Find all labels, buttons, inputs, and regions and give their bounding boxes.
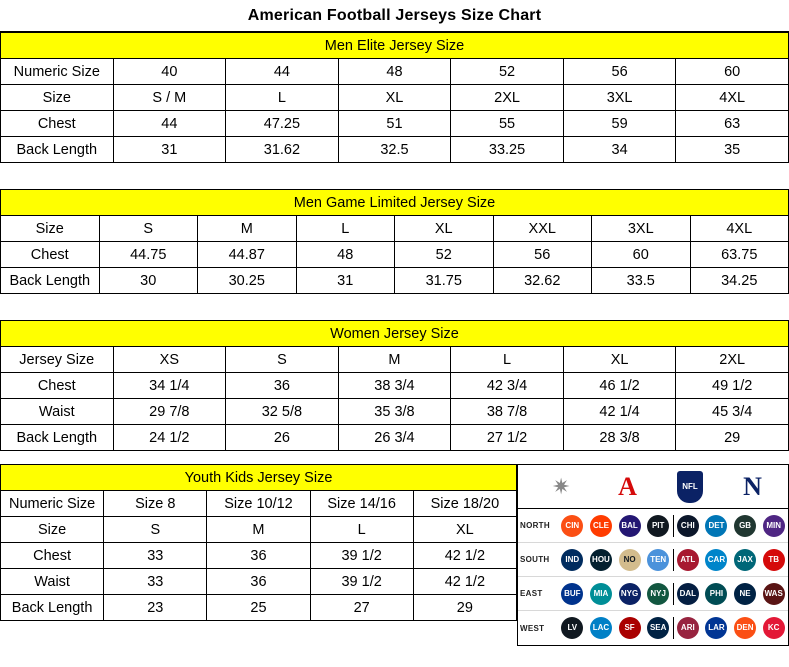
cell: 45 3/4	[676, 399, 789, 425]
team-grid	[558, 515, 788, 537]
cell: 34.25	[690, 268, 789, 294]
cell: 23	[104, 595, 207, 621]
cell: 33.25	[451, 137, 564, 163]
cell: 30	[99, 268, 198, 294]
table-row	[1, 425, 789, 451]
table-row	[1, 491, 517, 517]
afc-teams	[558, 583, 674, 605]
nfl-team-logos-panel	[517, 464, 789, 646]
division-label: NORTH	[520, 521, 550, 530]
team-logo-icon: KC	[763, 617, 785, 639]
cell: L	[226, 85, 339, 111]
team-grid	[558, 549, 788, 571]
cell: 32.62	[493, 268, 592, 294]
cell: 63	[676, 111, 789, 137]
table-row	[1, 595, 517, 621]
section-gap	[0, 451, 789, 464]
cell: Size 10/12	[207, 491, 310, 517]
team-logo-icon: DEN	[734, 617, 756, 639]
section-gap	[0, 163, 789, 189]
row-label: Size	[1, 85, 114, 111]
cell: 4XL	[690, 216, 789, 242]
table-row	[1, 517, 517, 543]
afc-teams	[558, 617, 674, 639]
cell: 38 7/8	[451, 399, 564, 425]
cell: 46 1/2	[563, 373, 676, 399]
cell: 34 1/4	[113, 373, 226, 399]
cell: 60	[676, 59, 789, 85]
team-logo-icon: NYJ	[647, 583, 669, 605]
division-label: EAST	[520, 589, 543, 598]
team-logo-icon: IND	[561, 549, 583, 571]
row-label: Back Length	[1, 425, 114, 451]
team-logo-icon: NE	[734, 583, 756, 605]
cell: Size 18/20	[413, 491, 516, 517]
division-row	[518, 577, 788, 611]
team-logo-icon: TEN	[647, 549, 669, 571]
cell: XS	[113, 347, 226, 373]
cell: 35	[676, 137, 789, 163]
cell: M	[198, 216, 297, 242]
cell: 31.75	[395, 268, 494, 294]
table-row	[1, 137, 789, 163]
cell: 48	[338, 59, 451, 85]
cell: 36	[207, 569, 310, 595]
team-logo-icon: MIA	[590, 583, 612, 605]
cell: 44.87	[198, 242, 297, 268]
table-row	[1, 543, 517, 569]
nfl-shield-icon: NFL	[677, 471, 703, 503]
cell: 33	[104, 543, 207, 569]
row-label: Chest	[1, 373, 114, 399]
team-logo-icon: JAX	[734, 549, 756, 571]
team-grid	[558, 617, 788, 639]
table-youth-kids	[0, 464, 517, 621]
cell: 2XL	[676, 347, 789, 373]
table-row	[1, 268, 789, 294]
table-row	[1, 569, 517, 595]
cell: 42 1/2	[413, 543, 516, 569]
cell: XL	[563, 347, 676, 373]
cell: Size 8	[104, 491, 207, 517]
cell: 42 1/4	[563, 399, 676, 425]
row-label: Chest	[1, 242, 100, 268]
team-logo-icon: LAC	[590, 617, 612, 639]
cell: S	[99, 216, 198, 242]
cell: 26	[226, 425, 339, 451]
team-logo-icon: NO	[619, 549, 641, 571]
section-heading-youth-kids: Youth Kids Jersey Size	[1, 465, 517, 491]
cell: 31	[296, 268, 395, 294]
cell: L	[451, 347, 564, 373]
nfc-teams	[674, 549, 789, 571]
section-heading-row	[1, 465, 517, 491]
cell: 3XL	[592, 216, 691, 242]
cell: S	[104, 517, 207, 543]
section-heading-men-game-limited: Men Game Limited Jersey Size	[1, 190, 789, 216]
section-heading-row	[1, 190, 789, 216]
cell: 60	[592, 242, 691, 268]
cell: 36	[207, 543, 310, 569]
team-logo-icon: DET	[705, 515, 727, 537]
team-logo-icon: SF	[619, 617, 641, 639]
cell: M	[207, 517, 310, 543]
cell: S / M	[113, 85, 226, 111]
page-title: American Football Jerseys Size Chart	[247, 6, 542, 24]
cell: 63.75	[690, 242, 789, 268]
table-men-elite	[0, 32, 789, 163]
cell: L	[296, 216, 395, 242]
cell: 32.5	[338, 137, 451, 163]
section-heading-row	[1, 321, 789, 347]
cell: 42 1/2	[413, 569, 516, 595]
cell: 4XL	[676, 85, 789, 111]
cell: XL	[413, 517, 516, 543]
cell: Size 14/16	[310, 491, 413, 517]
cell: 40	[113, 59, 226, 85]
team-logo-icon: SEA	[647, 617, 669, 639]
row-label: Size	[1, 517, 104, 543]
team-logo-icon: PIT	[647, 515, 669, 537]
row-label: Back Length	[1, 268, 100, 294]
cell: 2XL	[451, 85, 564, 111]
team-logo-icon: WAS	[763, 583, 785, 605]
division-row	[518, 509, 788, 543]
cell: 24 1/2	[113, 425, 226, 451]
cell: 44	[226, 59, 339, 85]
row-label: Waist	[1, 399, 114, 425]
division-rows	[518, 509, 788, 645]
cell: 28 3/8	[563, 425, 676, 451]
cell: 47.25	[226, 111, 339, 137]
nfc-teams	[674, 583, 789, 605]
team-logo-icon: HOU	[590, 549, 612, 571]
row-label: Size	[1, 216, 100, 242]
section-gap	[0, 294, 789, 320]
cell: 25	[207, 595, 310, 621]
division-row	[518, 611, 788, 645]
row-label: Jersey Size	[1, 347, 114, 373]
cell: 49 1/2	[676, 373, 789, 399]
youth-table-wrap	[0, 464, 517, 621]
table-row	[1, 85, 789, 111]
team-logo-icon: BUF	[561, 583, 583, 605]
team-logo-icon: CLE	[590, 515, 612, 537]
section-heading-men-elite: Men Elite Jersey Size	[1, 33, 789, 59]
table-men-game-limited	[0, 189, 789, 294]
cell: 33.5	[592, 268, 691, 294]
cell: 34	[563, 137, 676, 163]
division-row	[518, 543, 788, 577]
section-heading-women: Women Jersey Size	[1, 321, 789, 347]
cell: 44	[113, 111, 226, 137]
cell: 38 3/4	[338, 373, 451, 399]
row-label: Numeric Size	[1, 59, 114, 85]
team-logo-icon: ARI	[677, 617, 699, 639]
league-logos-row	[518, 465, 788, 509]
team-logo-icon: LV	[561, 617, 583, 639]
bottom-area	[0, 464, 789, 646]
team-logo-icon: CIN	[561, 515, 583, 537]
star-icon: ✷	[551, 473, 571, 499]
table-women	[0, 320, 789, 451]
table-row	[1, 242, 789, 268]
table-row	[1, 399, 789, 425]
table-row	[1, 216, 789, 242]
team-logo-icon: GB	[734, 515, 756, 537]
cell: 27 1/2	[451, 425, 564, 451]
team-logo-icon: NYG	[619, 583, 641, 605]
row-label: Chest	[1, 543, 104, 569]
team-logo-icon: ATL	[677, 549, 699, 571]
row-label: Waist	[1, 569, 104, 595]
cell: 44.75	[99, 242, 198, 268]
cell: 35 3/8	[338, 399, 451, 425]
cell: XL	[395, 216, 494, 242]
cell: L	[310, 517, 413, 543]
cell: 52	[451, 59, 564, 85]
team-logo-icon: MIN	[763, 515, 785, 537]
team-logo-icon: TB	[763, 549, 785, 571]
table-row	[1, 111, 789, 137]
cell: 32 5/8	[226, 399, 339, 425]
cell: 42 3/4	[451, 373, 564, 399]
team-logo-icon: PHI	[705, 583, 727, 605]
row-label: Back Length	[1, 137, 114, 163]
team-logo-icon: BAL	[619, 515, 641, 537]
cell: 55	[451, 111, 564, 137]
cell: 39 1/2	[310, 543, 413, 569]
cell: 56	[563, 59, 676, 85]
nfc-teams	[674, 617, 789, 639]
cell: 31	[113, 137, 226, 163]
section-heading-row	[1, 33, 789, 59]
table-row	[1, 373, 789, 399]
cell: 30.25	[198, 268, 297, 294]
afc-teams	[558, 515, 674, 537]
cell: 48	[296, 242, 395, 268]
page-title-bar	[0, 0, 789, 32]
team-grid	[558, 583, 788, 605]
cell: 39 1/2	[310, 569, 413, 595]
cell: 36	[226, 373, 339, 399]
cell: M	[338, 347, 451, 373]
cell: 52	[395, 242, 494, 268]
cell: XL	[338, 85, 451, 111]
cell: 29 7/8	[113, 399, 226, 425]
cell: 29	[676, 425, 789, 451]
cell: S	[226, 347, 339, 373]
cell: 51	[338, 111, 451, 137]
afc-logo-icon: A	[618, 471, 637, 501]
nfc-teams	[674, 515, 789, 537]
row-label: Numeric Size	[1, 491, 104, 517]
afc-teams	[558, 549, 674, 571]
team-logo-icon: CHI	[677, 515, 699, 537]
cell: XXL	[493, 216, 592, 242]
cell: 26 3/4	[338, 425, 451, 451]
team-logo-icon: LAR	[705, 617, 727, 639]
cell: 29	[413, 595, 516, 621]
cell: 33	[104, 569, 207, 595]
cell: 59	[563, 111, 676, 137]
team-logo-icon: DAL	[677, 583, 699, 605]
row-label: Back Length	[1, 595, 104, 621]
table-row	[1, 347, 789, 373]
cell: 56	[493, 242, 592, 268]
division-label: SOUTH	[520, 555, 550, 564]
cell: 3XL	[563, 85, 676, 111]
cell: 27	[310, 595, 413, 621]
division-label: WEST	[520, 623, 545, 633]
cell: 31.62	[226, 137, 339, 163]
team-logo-icon: CAR	[705, 549, 727, 571]
nfc-logo-icon: N	[743, 471, 762, 501]
table-row	[1, 59, 789, 85]
row-label: Chest	[1, 111, 114, 137]
